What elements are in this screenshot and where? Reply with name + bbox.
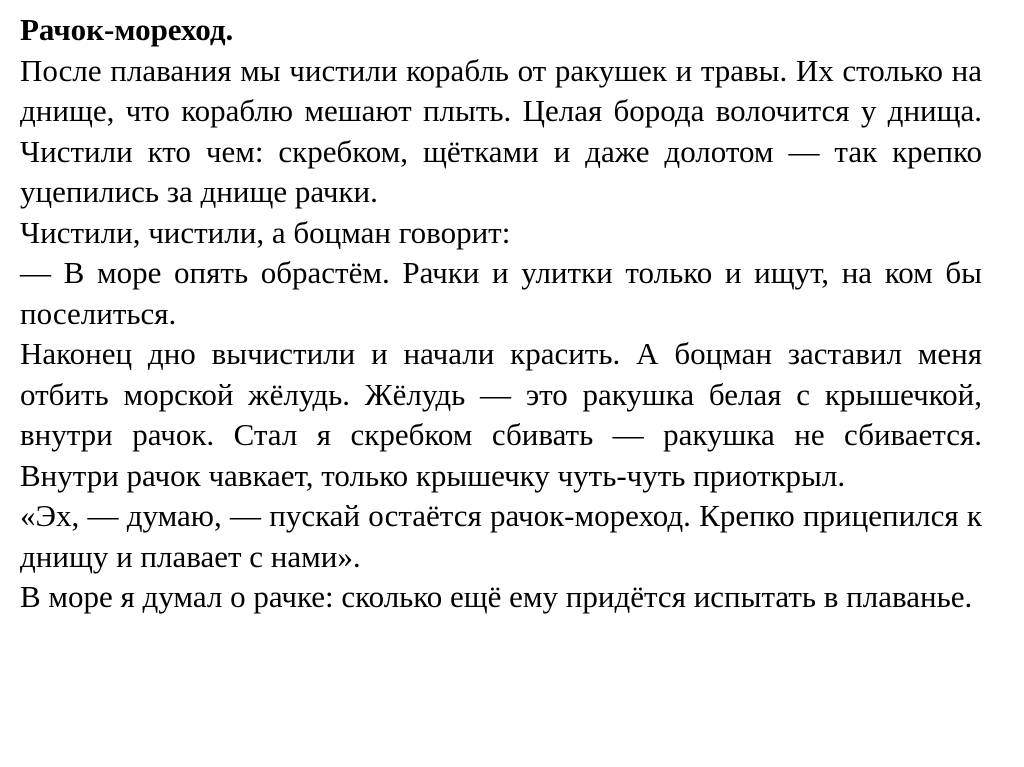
document-page [20, 10, 982, 618]
paragraph-thought: «Эх, — думаю, — пускай остаётся рачок-мореход. Крепко прицепился к днищу и плавает с нами». [20, 498, 982, 574]
paragraph-ending: В море я думал о рачке: сколько ещё ему придётся испытать в плаванье. [20, 579, 973, 614]
paragraph-acorn-barnacle: Наконец дно вычистили и начали красить. А боцман заставил меня отбить морской жёлудь. Жёлудь — это ракушка белая с крышечкой, внутри рачок. Стал я скребком сбивать — ракушка не сбивается. Внутри рачок чавкает, только крышечку чуть-чуть приоткрыл. [20, 336, 982, 493]
paragraph-boatswain-quote: — В море опять обрастём. Рачки и улитки только и ищут, на ком бы поселиться. [20, 255, 982, 331]
paragraph-boatswain-says: Чистили, чистили, а боцман говорит: [20, 214, 511, 250]
paragraph-cleaning: После плавания мы чистили корабль от ракушек и травы. Их столько на днище, что кораблю мешают плыть. Целая борода волочится у днища. Чистили кто чем: скребком, щётками и даже долотом — так крепко уцепились за днище рачки. [20, 52, 982, 209]
story-title: Рачок-мореход. [20, 12, 234, 47]
